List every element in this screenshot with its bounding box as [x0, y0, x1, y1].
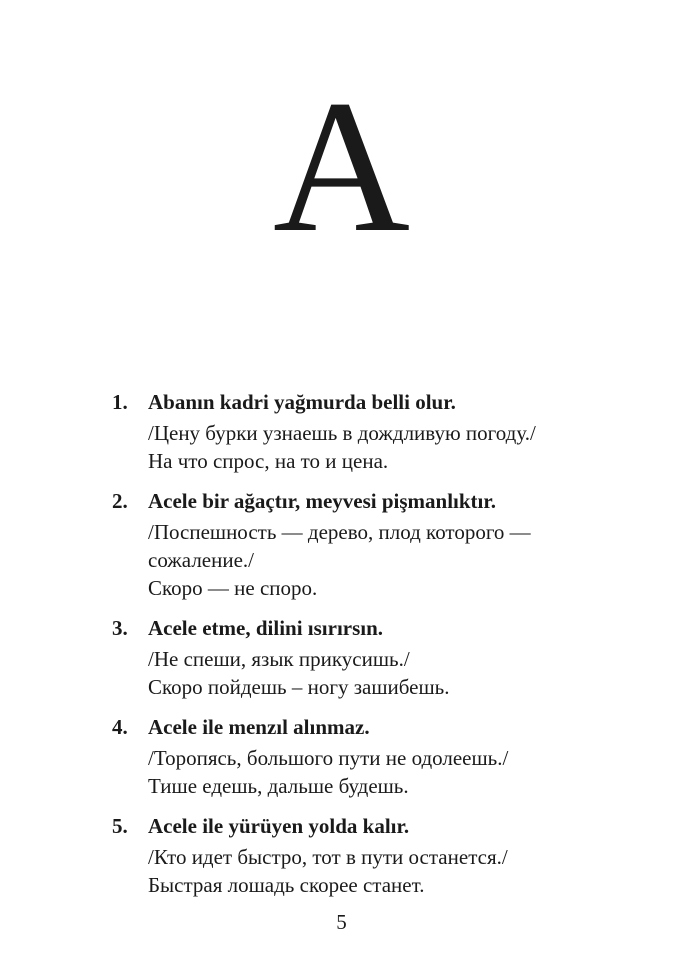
proverb-equivalent: Тише едешь, дальше будешь.: [148, 774, 409, 798]
proverb-list: [112, 388, 602, 911]
entry-number: 3.: [112, 616, 128, 640]
proverb-turkish: Acele etme, dilini ısırırsın.: [148, 616, 384, 640]
entry-body: [148, 812, 602, 899]
proverb-turkish: Acele ile yürüyen yolda kalır.: [148, 814, 410, 838]
entry-body: [148, 487, 602, 602]
entry-number: 5.: [112, 814, 128, 838]
proverb-translation: /Кто идет быстро, тот в пути останется./: [148, 845, 508, 869]
proverb-entry: [112, 487, 602, 602]
proverb-turkish: Acele bir ağaçtır, meyvesi pişmanlıktır.: [148, 489, 497, 513]
entry-number: 2.: [112, 489, 128, 513]
proverb-translation: /Цену бурки узнаешь в дождливую погоду./: [148, 421, 536, 445]
entry-body: [148, 614, 602, 701]
entry-number: 1.: [112, 390, 128, 414]
entry-body: [148, 713, 602, 800]
entry-body: [148, 388, 602, 475]
proverb-equivalent: На что спрос, на то и цена.: [148, 449, 389, 473]
entry-number: 4.: [112, 715, 128, 739]
proverb-translation: /Поспешность — дерево, плод которого — сожаление./: [148, 520, 531, 572]
proverb-turkish: Abanın kadri yağmurda belli olur.: [148, 390, 456, 414]
proverb-entry: [112, 614, 602, 701]
proverb-turkish: Acele ile menzıl alınmaz.: [148, 715, 370, 739]
proverb-translation: /Не спеши, язык прикусишь./: [148, 647, 410, 671]
proverb-translation: /Торопясь, большого пути не одолеешь./: [148, 746, 509, 770]
proverb-entry: [112, 812, 602, 899]
proverb-entry: [112, 713, 602, 800]
proverb-equivalent: Скоро пойдешь – ногу зашибешь.: [148, 675, 450, 699]
page-number: 5: [336, 910, 347, 934]
proverb-equivalent: Быстрая лошадь скорее станет.: [148, 873, 425, 897]
proverb-entry: [112, 388, 602, 475]
proverb-equivalent: Скоро — не споро.: [148, 576, 318, 600]
section-letter: A: [272, 62, 411, 272]
